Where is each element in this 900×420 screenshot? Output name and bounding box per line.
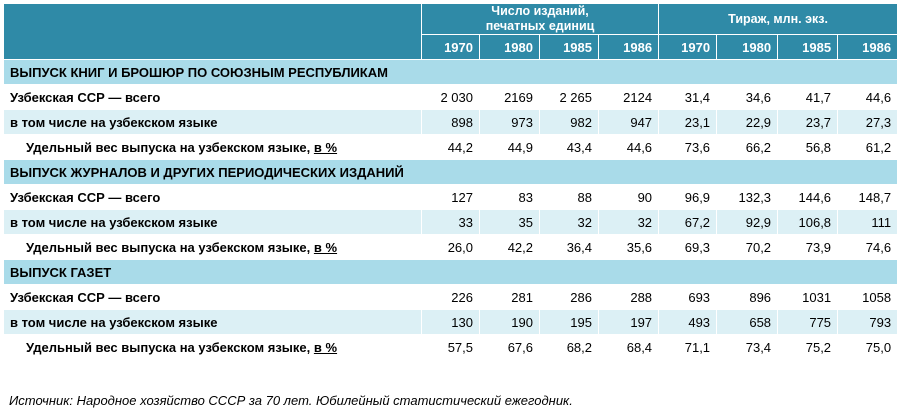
section-title: ВЫПУСК ГАЗЕТ [4,260,898,285]
table-cell: 70,2 [717,235,778,260]
row-uzbek-language [4,210,898,235]
year-header: 1985 [778,35,838,60]
table-cell: 73,4 [717,335,778,360]
table-cell: 43,4 [540,135,599,160]
header-corner [4,4,422,60]
table-cell: 90 [599,185,659,210]
statistics-table [3,3,898,360]
row-label [4,335,422,360]
year-header: 1970 [422,35,480,60]
table-cell: 96,9 [659,185,717,210]
row-label: в том числе на узбекском языке [4,110,422,135]
table-cell: 41,7 [778,85,838,110]
section-title: ВЫПУСК КНИГ И БРОШЮР ПО СОЮЗНЫМ РЕСПУБЛИКАМ [4,60,898,85]
table-cell: 56,8 [778,135,838,160]
row-label: Узбекская ССР — всего [4,85,422,110]
table-cell: 197 [599,310,659,335]
source-note: Источник: Народное хозяйство СССР за 70 лет. Юбилейный статистический ежегодник. [9,393,573,408]
header-group-row [4,4,898,35]
table-cell: 281 [480,285,540,310]
row-label: в том числе на узбекском языке [4,310,422,335]
table-cell: 35,6 [599,235,659,260]
table-cell: 75,0 [838,335,898,360]
table-cell: 42,2 [480,235,540,260]
table-cell: 71,1 [659,335,717,360]
table-cell: 144,6 [778,185,838,210]
table-cell: 68,4 [599,335,659,360]
table-cell: 148,7 [838,185,898,210]
header-group-editions-line1: Число изданий, [491,4,589,18]
section-title: ВЫПУСК ЖУРНАЛОВ И ДРУГИХ ПЕРИОДИЧЕСКИХ ИЗДАНИЙ [4,160,898,185]
table-cell: 69,3 [659,235,717,260]
table-cell: 2124 [599,85,659,110]
table-cell: 793 [838,310,898,335]
table-cell: 947 [599,110,659,135]
year-header: 1970 [659,35,717,60]
table-cell: 693 [659,285,717,310]
table-cell: 32 [599,210,659,235]
table-cell: 66,2 [717,135,778,160]
table-cell: 106,8 [778,210,838,235]
year-header: 1986 [838,35,898,60]
table-body [4,60,898,360]
row-share-percent [4,235,898,260]
table-cell: 88 [540,185,599,210]
row-label-text: Удельный вес выпуска на узбекском языке, [26,139,311,155]
row-label: Узбекская ССР — всего [4,285,422,310]
table-cell: 1058 [838,285,898,310]
table-cell: 44,2 [422,135,480,160]
table-cell: 34,6 [717,85,778,110]
table-cell: 22,9 [717,110,778,135]
row-share-percent [4,335,898,360]
section-header-row [4,160,898,185]
table-cell: 35 [480,210,540,235]
table-cell: 130 [422,310,480,335]
row-label [4,235,422,260]
table-cell: 67,2 [659,210,717,235]
row-label-text: Удельный вес выпуска на узбекском языке, [26,239,311,255]
table-cell: 898 [422,110,480,135]
row-label-unit: в % [313,239,338,255]
table-cell: 32 [540,210,599,235]
table-cell: 74,6 [838,235,898,260]
table-cell: 73,6 [659,135,717,160]
table-cell: 111 [838,210,898,235]
table-cell: 27,3 [838,110,898,135]
section-header-row [4,260,898,285]
table-cell: 982 [540,110,599,135]
table-cell: 132,3 [717,185,778,210]
row-total [4,285,898,310]
table-cell: 288 [599,285,659,310]
table-cell: 226 [422,285,480,310]
row-label-unit: в % [313,339,338,355]
header-group-circulation: Тираж, млн. экз. [659,4,898,35]
section-header-row [4,60,898,85]
row-label [4,135,422,160]
table-cell: 67,6 [480,335,540,360]
table-cell: 1031 [778,285,838,310]
table-cell: 286 [540,285,599,310]
table-cell: 195 [540,310,599,335]
table-cell: 658 [717,310,778,335]
row-uzbek-language [4,310,898,335]
table-cell: 44,6 [838,85,898,110]
table-cell: 23,7 [778,110,838,135]
table-cell: 190 [480,310,540,335]
table-cell: 83 [480,185,540,210]
table-cell: 2169 [480,85,540,110]
table-cell: 57,5 [422,335,480,360]
row-label: в том числе на узбекском языке [4,210,422,235]
header-group-editions [422,4,659,35]
row-label-unit: в % [313,139,338,155]
table-cell: 33 [422,210,480,235]
table-cell: 493 [659,310,717,335]
year-header: 1985 [540,35,599,60]
table-cell: 23,1 [659,110,717,135]
year-header: 1980 [717,35,778,60]
table-cell: 2 030 [422,85,480,110]
table-cell: 973 [480,110,540,135]
table-cell: 75,2 [778,335,838,360]
year-header: 1980 [480,35,540,60]
table-cell: 44,9 [480,135,540,160]
table-cell: 2 265 [540,85,599,110]
table-cell: 775 [778,310,838,335]
table-cell: 26,0 [422,235,480,260]
table-cell: 61,2 [838,135,898,160]
row-uzbek-language [4,110,898,135]
row-total [4,185,898,210]
table-cell: 92,9 [717,210,778,235]
table-cell: 896 [717,285,778,310]
row-share-percent [4,135,898,160]
table-cell: 127 [422,185,480,210]
row-total [4,85,898,110]
table-cell: 68,2 [540,335,599,360]
table-cell: 31,4 [659,85,717,110]
table-cell: 73,9 [778,235,838,260]
table-cell: 44,6 [599,135,659,160]
row-label: Узбекская ССР — всего [4,185,422,210]
header-group-editions-line2: печатных единиц [485,19,595,33]
table-cell: 36,4 [540,235,599,260]
year-header: 1986 [599,35,659,60]
row-label-text: Удельный вес выпуска на узбекском языке, [26,339,311,355]
